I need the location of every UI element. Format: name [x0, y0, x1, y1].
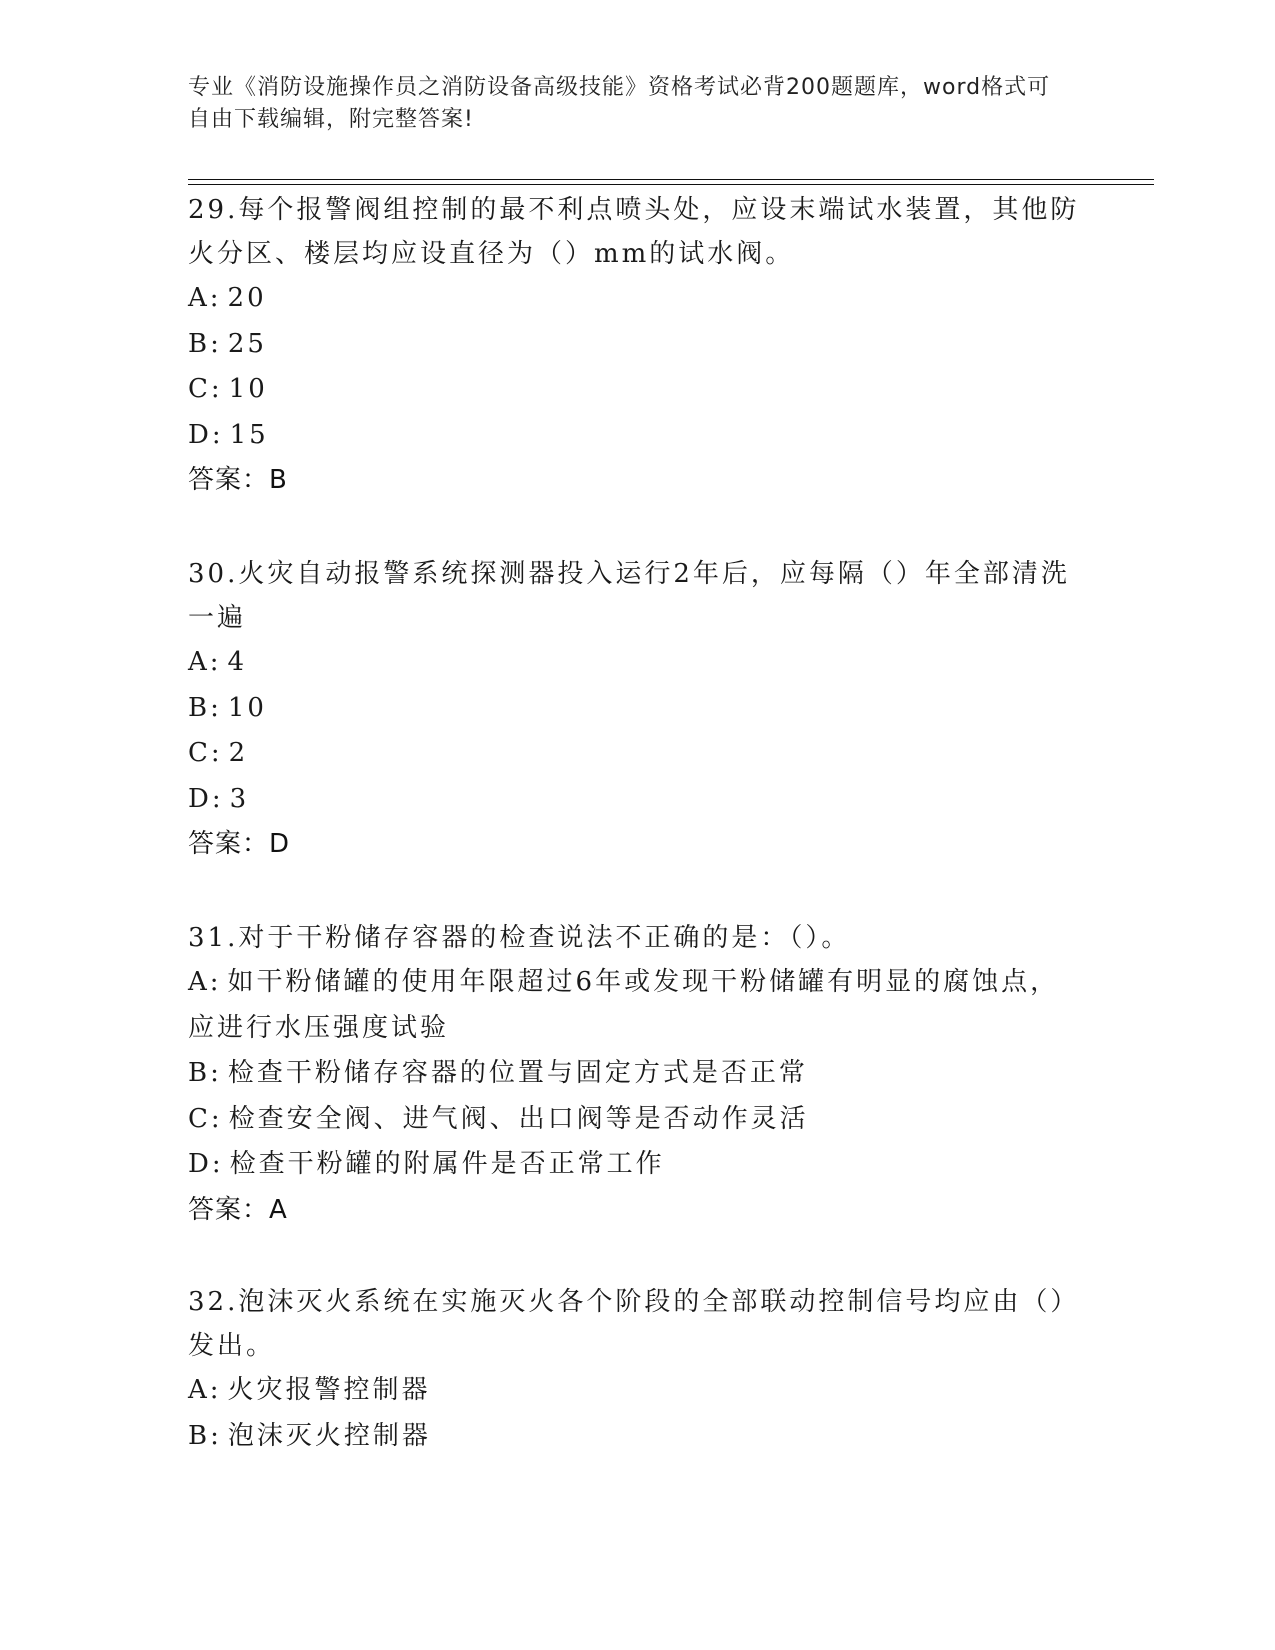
option-label: A: [188, 283, 222, 313]
option-c [188, 1097, 1088, 1143]
option-label: C: [188, 374, 223, 404]
option-label: D: [188, 1149, 224, 1179]
question-stem: 29.每个报警阀组控制的最不利点喷头处，应设末端试水装置，其他防火分区、楼层均应设直径为（）mm的试水阀。 [188, 195, 1080, 269]
option-text: 如干粉储罐的使用年限超过6年或发现干粉储罐有明显的腐蚀点，应进行水压强度试验 [188, 967, 1060, 1043]
option-label: B: [188, 328, 222, 359]
question-stem: 31.对于干粉储存容器的检查说法不正确的是：（）。 [188, 923, 851, 953]
option-list [188, 276, 1088, 458]
option-label: B: [188, 692, 222, 723]
option-b [188, 1414, 1088, 1460]
option-label: D: [188, 783, 224, 814]
option-text: 15 [229, 419, 269, 450]
option-a [188, 960, 1088, 1051]
option-text: 检查干粉罐的附属件是否正常工作 [229, 1149, 665, 1179]
question-30 [188, 552, 1088, 866]
option-b [188, 686, 1088, 732]
option-text: 检查安全阀、进气阀、出口阀等是否动作灵活 [228, 1103, 809, 1134]
option-label: B: [188, 1058, 222, 1088]
option-a [188, 276, 1088, 322]
option-b [188, 322, 1088, 368]
option-label: A: [188, 647, 222, 677]
option-list [188, 1368, 1088, 1459]
option-text: 10 [228, 374, 268, 404]
question-stem: 32.泡沫灭火系统在实施灭火各个阶段的全部联动控制信号均应由（）发出。 [188, 1287, 1080, 1361]
option-a [188, 1368, 1088, 1414]
answer-line: 答案：B [188, 465, 288, 495]
option-text: 25 [227, 328, 267, 359]
answer-line: 答案：D [188, 829, 291, 859]
option-text: 20 [227, 283, 267, 313]
question-29 [188, 188, 1088, 502]
option-text: 2 [228, 738, 249, 768]
option-label: D: [188, 419, 224, 450]
option-list [188, 960, 1088, 1188]
option-label: C: [188, 1103, 223, 1134]
option-label: B: [188, 1420, 222, 1451]
question-stem: 30.火灾自动报警系统探测器投入运行2年后，应每隔（）年全部清洗一遍 [188, 559, 1070, 633]
option-text: 检查干粉储存容器的位置与固定方式是否正常 [227, 1058, 808, 1088]
option-list [188, 640, 1088, 822]
option-c [188, 367, 1088, 413]
question-31 [188, 916, 1088, 1232]
option-text: 火灾报警控制器 [227, 1375, 431, 1405]
option-label: A: [188, 1375, 222, 1405]
option-d [188, 413, 1088, 459]
option-b [188, 1051, 1088, 1097]
header-divider-bottom [188, 184, 1154, 185]
option-label: A: [188, 967, 222, 997]
option-text: 泡沫灭火控制器 [227, 1420, 431, 1451]
header-divider-top [188, 179, 1154, 180]
option-text: 4 [227, 647, 248, 677]
option-text: 10 [227, 692, 267, 723]
option-a [188, 640, 1088, 686]
option-text: 3 [229, 783, 250, 814]
option-d [188, 777, 1088, 823]
option-c [188, 731, 1088, 777]
option-d [188, 1142, 1088, 1188]
option-label: C: [188, 738, 223, 768]
question-32 [188, 1280, 1088, 1459]
document-header: 专业《消防设施操作员之消防设备高级技能》资格考试必背200题题库，word格式可自由下载编辑，附完整答案! [188, 75, 1051, 132]
answer-line: 答案：A [188, 1194, 288, 1225]
